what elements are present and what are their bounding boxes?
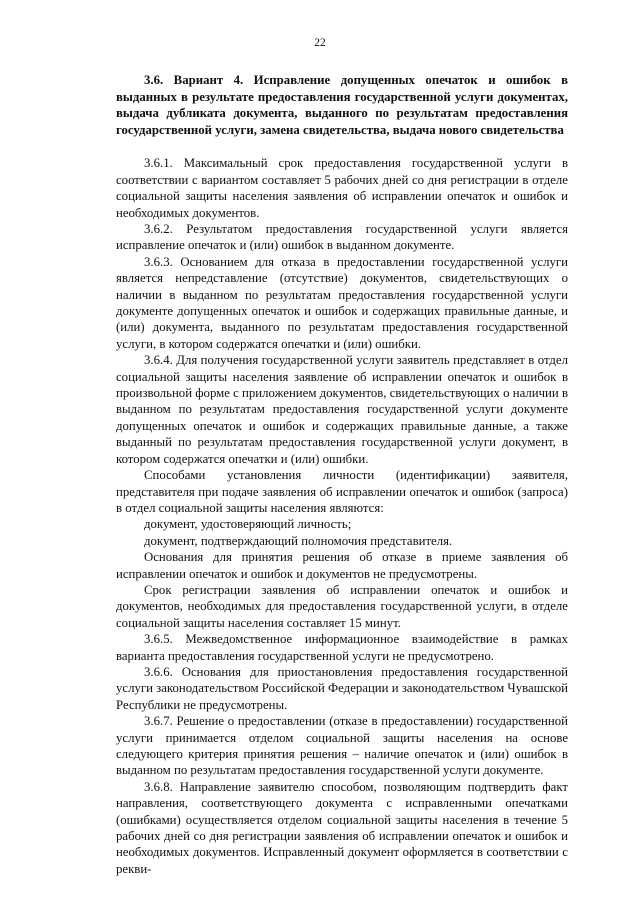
section-heading: 3.6. Вариант 4. Исправление допущенных опечаток и ошибок в выданных в результате предоставления государственной услуги документах, выдача дубликата документа, выданного по результатам предоставления государственной услуги, замена свидетельства, выдача нового свидетельства: [116, 73, 568, 137]
paragraph-identification-methods: Способами установления личности (идентификации) заявителя, представителя при подаче заявления об исправлении опечаток и ошибок (запроса) в отдел социальной защиты населения являются:: [116, 468, 568, 515]
paragraph-registration-term: Срок регистрации заявления об исправлении опечаток и ошибок и документов, необходимых для предоставления государственной услуги, в отделе социальной защиты населения составляет 15 минут.: [116, 582, 568, 630]
list-item-identity-document: документ, удостоверяющий личность;: [144, 517, 352, 532]
document-body: [116, 72, 568, 877]
paragraph-3-6-6: 3.6.6. Основания для приостановления предоставления государственной услуги законодательством Российской Федерации и законодательством Чувашской Республики не предусмотрены.: [116, 664, 568, 712]
paragraph-3-6-8: 3.6.8. Направление заявителю способом, позволяющим подтвердить факт направления, соответствующего документа с исправленными опечатками (ошибками) осуществляется отделом социальной защиты населения в течение 5 рабочих дней со дня регистрации заявления об исправлении опечаток и ошибок и необходимых документов. Исправленный документ оформляется в соответствии с рекви-: [116, 779, 568, 876]
paragraph-3-6-2: 3.6.2. Результатом предоставления государственной услуги является исправление опечаток и (или) ошибок в выданном документе.: [116, 222, 568, 253]
page-number: 22: [314, 37, 326, 49]
list-item-authority-document: документ, подтверждающий полномочия представителя.: [144, 533, 453, 548]
paragraph-3-6-1: 3.6.1. Максимальный срок предоставления государственной услуги в соответствии с вариантом составляет 5 рабочих дней со дня регистрации в отделе социальной защиты населения заявления об исправлении опечаток и ошибок и необходимых документов.: [116, 156, 568, 220]
paragraph-3-6-4: 3.6.4. Для получения государственной услуги заявитель представляет в отдел социальной защиты населения заявление об исправлении опечаток и ошибок в произвольной форме с приложением документов, свидетельствующих о наличии в выданном по результатам предоставления государственной услуги документе допущенных опечаток и ошибок и содержащих правильные данные, а также выданный по результатам предоставления государственной услуги документ, в котором содержатся опечатки и (или) ошибки.: [116, 353, 568, 466]
paragraph-3-6-7: 3.6.7. Решение о предоставлении (отказе в предоставлении) государственной услуги принимается отделом социальной защиты населения на основе следующего критерия принятия решения – наличие опечаток и (или) ошибок в выданном по результатам предоставления государственной услуги документе.: [116, 714, 568, 778]
paragraph-3-6-3: 3.6.3. Основанием для отказа в предоставлении государственной услуги является непредставление (отсутствие) документов, свидетельствующих о наличии в выданном по результатам предоставления государственной услуги документе допущенных опечаток и ошибок и содержащих правильные данные, и (или) документа, выданного по результатам предоставления государственной услуги, в котором содержатся опечатки и (или) ошибки.: [116, 254, 568, 351]
paragraph-3-6-5: 3.6.5. Межведомственное информационное взаимодействие в рамках варианта предоставления государственной услуги не предусмотрено.: [116, 632, 568, 663]
paragraph-refusal-grounds: Основания для принятия решения об отказе в приеме заявления об исправлении опечаток и ошибок и документов не предусмотрены.: [116, 550, 568, 581]
